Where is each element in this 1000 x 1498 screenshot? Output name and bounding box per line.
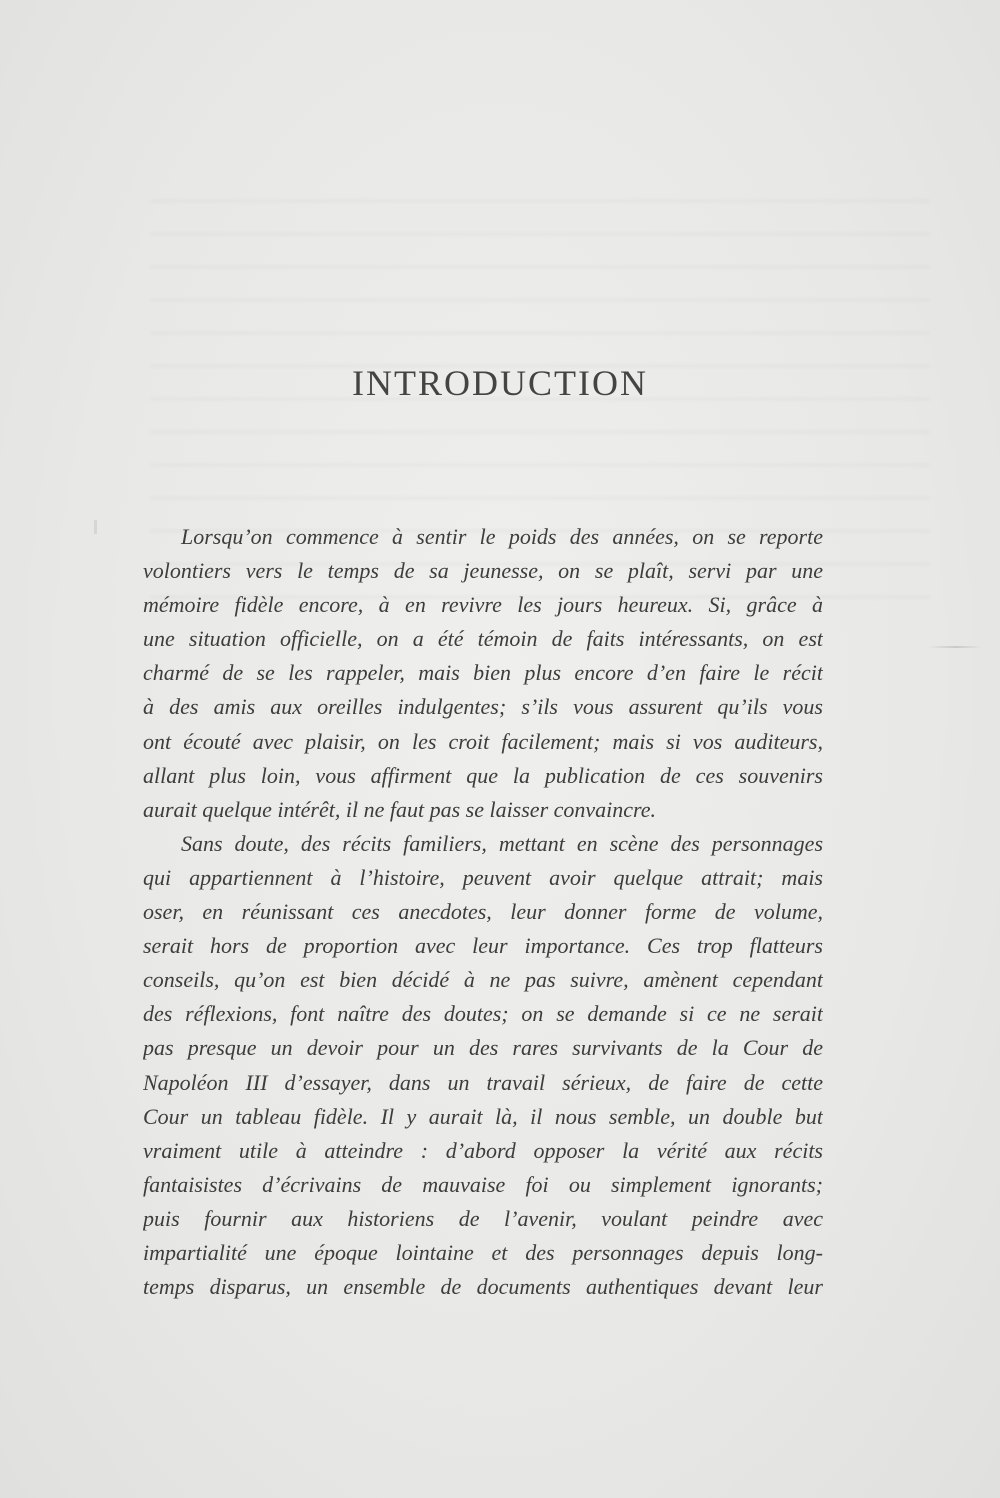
text-line: Napoléon III d’essayer, dans un travail sérieux, de faire de cette [143,1069,823,1095]
text-line: serait hors de proportion avec leur importance. Ces trop flatteurs [143,933,823,959]
text-line: aurait quelque intérêt, il ne faut pas se laisser convaincre. [143,796,657,822]
text-line: ont écouté avec plaisir, on les croit facilement; mais si vos auditeurs, [143,728,823,754]
text-line: fantaisistes d’écrivains de mauvaise foi ou simplement ignorants; [143,1171,823,1197]
text-line: Sans doute, des récits familiers, mettant en scène des personnages [181,830,823,856]
text-line: charmé de se les rappeler, mais bien plus encore d’en faire le récit [143,660,823,686]
text-line: mémoire fidèle encore, à en revivre les jours heureux. Si, grâce à [143,592,823,618]
text-line: vraiment utile à atteindre : d’abord opposer la vérité aux récits [143,1137,823,1163]
text-line: une situation officielle, on a été témoin de faits intéressants, on est [143,626,823,652]
text-line: temps disparus, un ensemble de documents authentiques devant leur [143,1274,823,1300]
text-line: qui appartiennent à l’histoire, peuvent avoir quelque attrait; mais [143,864,823,890]
text-line: des réflexions, font naître des doutes; on se demande si ce ne serait [143,1001,823,1027]
text-line: puis fournir aux historiens de l’avenir, voulant peindre avec [143,1205,823,1231]
margin-smudge [928,646,983,648]
body-text [143,520,823,1304]
text-line: Lorsqu’on commence à sentir le poids des années, on se reporte [181,524,823,549]
text-line: Cour un tableau fidèle. Il y aurait là, il nous semble, un double but [143,1103,823,1129]
text-line: volontiers vers le temps de sa jeunesse, on se plaît, servi par une [143,558,823,584]
text-line: à des amis aux oreilles indulgentes; s’ils vous assurent qu’ils vous [143,694,823,720]
text-line: allant plus loin, vous affirment que la publication de ces souvenirs [143,762,823,788]
text-line: impartialité une époque lointaine et des personnages depuis long- [143,1239,823,1265]
text-line: conseils, qu’on est bien décidé à ne pas suivre, amènent cependant [143,967,823,993]
chapter-title: INTRODUCTION [352,363,648,403]
paper-mark [94,520,97,534]
text-line: oser, en réunissant ces anecdotes, leur donner forme de volume, [143,899,823,925]
text-line: pas presque un devoir pour un des rares survivants de la Cour de [143,1035,823,1061]
